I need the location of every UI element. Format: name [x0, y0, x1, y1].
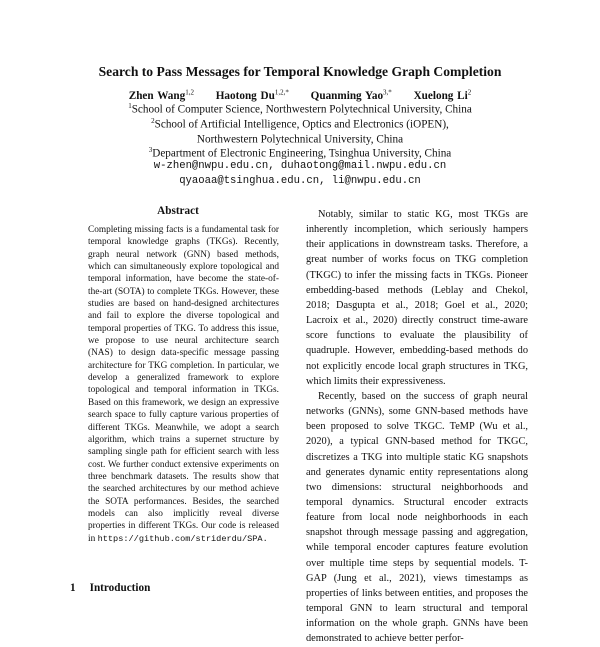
abstract-text: Completing missing facts is a fundamental task for temporal knowledge graphs (TKGs). Recently, graph neural network (GNN) based methods, which can simultaneously explore topological and temporal information, have become the state-of-the-art (SOTA) to complete TKGs. However, these studies are based on hand-designed architectures and fail to explore the diverse topological and temporal properties of TKG. To address this issue, we propose to use neural architecture search (NAS) to design data-specific message passing architecture for TKG completion. In particular, we develop a generalized framework to explore topological and temporal information in TKGs. Based on this framework, we design an expressive search space to fully capture various properties of different TKGs. Meanwhile, we adopt a search algorithm, which trains a supernet structure by sampling single path for efficient search with less cost. We further conduct extensive experiments on three benchmark datasets. The results show that the searched architectures by our method achieve the SOTA performances. Besides, the searched models can also implicitly reveal diverse properties in different TKGs. Our code is released in [88, 225, 279, 544]
email-line: qyaoaa@tsinghua.edu.cn, li@nwpu.edu.cn [179, 175, 421, 187]
abstract-body [88, 224, 279, 545]
code-link[interactable]: https://github.com/striderdu/SPA. [97, 533, 268, 544]
right-column [306, 207, 528, 647]
affiliation: $^1$School of Computer Science, Northwestern Polytechnical University, China [128, 102, 472, 116]
abstract-heading: Abstract [157, 205, 199, 217]
author-list [0, 88, 600, 102]
author: Xuelong Li$^2$ [413, 88, 472, 102]
affiliation: $^3$Department of Electronic Engineering, Tsinghua University, China [148, 146, 452, 160]
author: Haotong $Du^{1,2,*}$ [215, 88, 289, 102]
section-heading [70, 582, 150, 594]
section-number: 1 [70, 582, 76, 594]
paragraph: Recently, based on the success of graph neural networks (GNNs), some GNN-based methods have been proposed to solve TKGC. TeMP (Wu et al., 2020), a typical GNN-based method for TKGC, discretizes a TKG into multiple static KG snapshots and generates dynamic entity representations along two dimensions: structural neighborhoods and temporal dynamics. Structural encoder extracts feature from local node neighborhoods in each snapshot through message passing and aggregation, while temporal encoder captures feature evolution over multiple time steps by sequential models. T-GAP (Jung et al., 2021), views timestamps as properties of links between entities, and proposes the temporal GNN to learn structural and temporal information on the whole graph. GNNs have been demonstrated to achieve better perfor- [306, 390, 528, 645]
author: Zhen Wang$^{1,2}$ [128, 88, 194, 102]
affiliation: $^2$School of Artificial Intelligence, Optics and Electronics (iOPEN), [151, 117, 449, 131]
section-title: Introduction [89, 582, 151, 594]
paper-title: Search to Pass Messages for Temporal Knowledge Graph Completion [98, 64, 502, 79]
affiliation: Northwestern Polytechnical University, China [196, 133, 404, 146]
author: Quanming Yao$^{3,*}$ [310, 88, 392, 102]
email-line: w-zhen@nwpu.edu.cn, duhaotong@mail.nwpu.edu.cn [153, 160, 447, 172]
paragraph: Notably, similar to static KG, most TKGs are inherently incompletion, which seriously hampers their applications in downstream tasks. Therefore, a great number of works focus on TKG completion (TKGC) to infer the missing facts in TKGs. Pioneer embedding-based methods (Leblay and Chekol, 2018; Dasgupta et al., 2018; Goel et al., 2020; Lacroix et al., 2020) directly construct time-aware score functions to evaluate the plausibility of quadruple. However, embedding-based methods do not explicitly encode local graph structures in TKG, which limits their expressiveness. [306, 209, 528, 387]
